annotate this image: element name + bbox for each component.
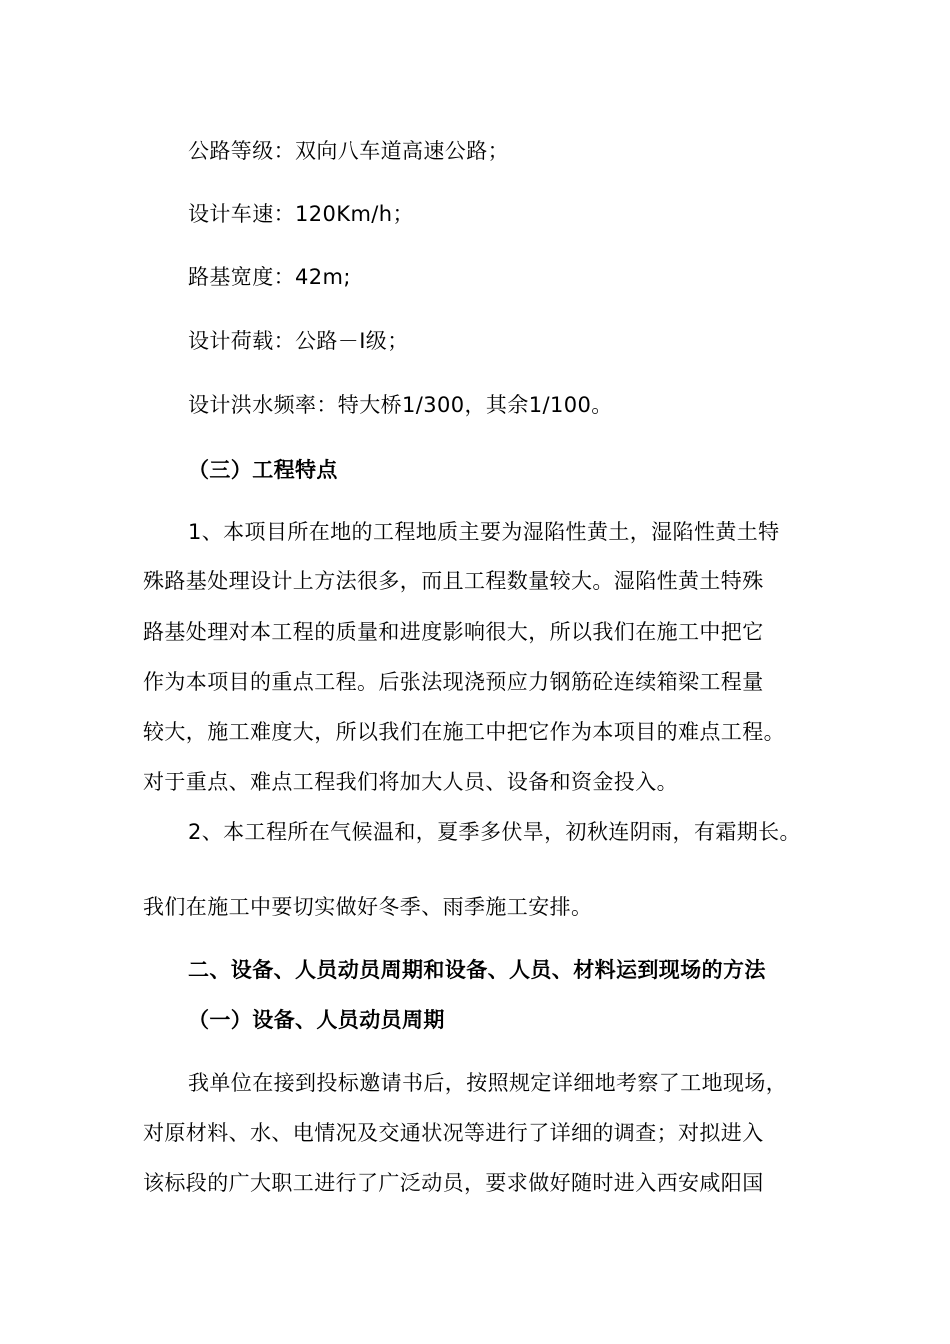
paragraph-line: 路基处理对本工程的质量和进度影响很大，所以我们在施工中把它: [143, 620, 764, 644]
paragraph-line: 我单位在接到投标邀请书后，按照规定详细地考察了工地现场，: [188, 1071, 788, 1095]
section-heading-project-features: （三）工程特点: [188, 458, 338, 482]
spec-line-flood-frequency: 设计洪水频率：特大桥1/300，其余1/100。: [188, 393, 613, 417]
paragraph-line: 殊路基处理设计上方法很多，而且工程数量较大。湿陷性黄土特殊: [143, 569, 764, 593]
paragraph-line: 1、本项目所在地的工程地质主要为湿陷性黄土，湿陷性黄土特: [188, 520, 780, 544]
chapter-heading-mobilization: 二、设备、人员动员周期和设备、人员、材料运到现场的方法: [188, 958, 766, 982]
paragraph-line: 我们在施工中要切实做好冬季、雨季施工安排。: [143, 895, 593, 919]
paragraph-line: 较大，施工难度大，所以我们在施工中把它作为本项目的难点工程。: [143, 720, 785, 744]
paragraph-line: 2、本工程所在气候温和，夏季多伏旱，初秋连阴雨，有霜期长。: [188, 820, 801, 844]
paragraph-line: 对于重点、难点工程我们将加大人员、设备和资金投入。: [143, 770, 678, 794]
spec-line-design-load: 设计荷载：公路－I级；: [188, 329, 409, 353]
paragraph-line: 该标段的广大职工进行了广泛动员，要求做好随时进入西安咸阳国: [143, 1171, 764, 1195]
spec-line-design-speed: 设计车速：120Km/h；: [188, 202, 414, 226]
spec-line-road-grade: 公路等级：双向八车道高速公路；: [188, 139, 509, 163]
paragraph-line: 对原材料、水、电情况及交通状况等进行了详细的调查；对拟进入: [143, 1121, 764, 1145]
spec-line-subgrade-width: 路基宽度：42m;: [188, 265, 351, 289]
paragraph-line: 作为本项目的重点工程。后张法现浇预应力钢筋砼连续箱梁工程量: [143, 670, 764, 694]
subsection-heading-mobilization-period: （一）设备、人员动员周期: [188, 1008, 445, 1032]
